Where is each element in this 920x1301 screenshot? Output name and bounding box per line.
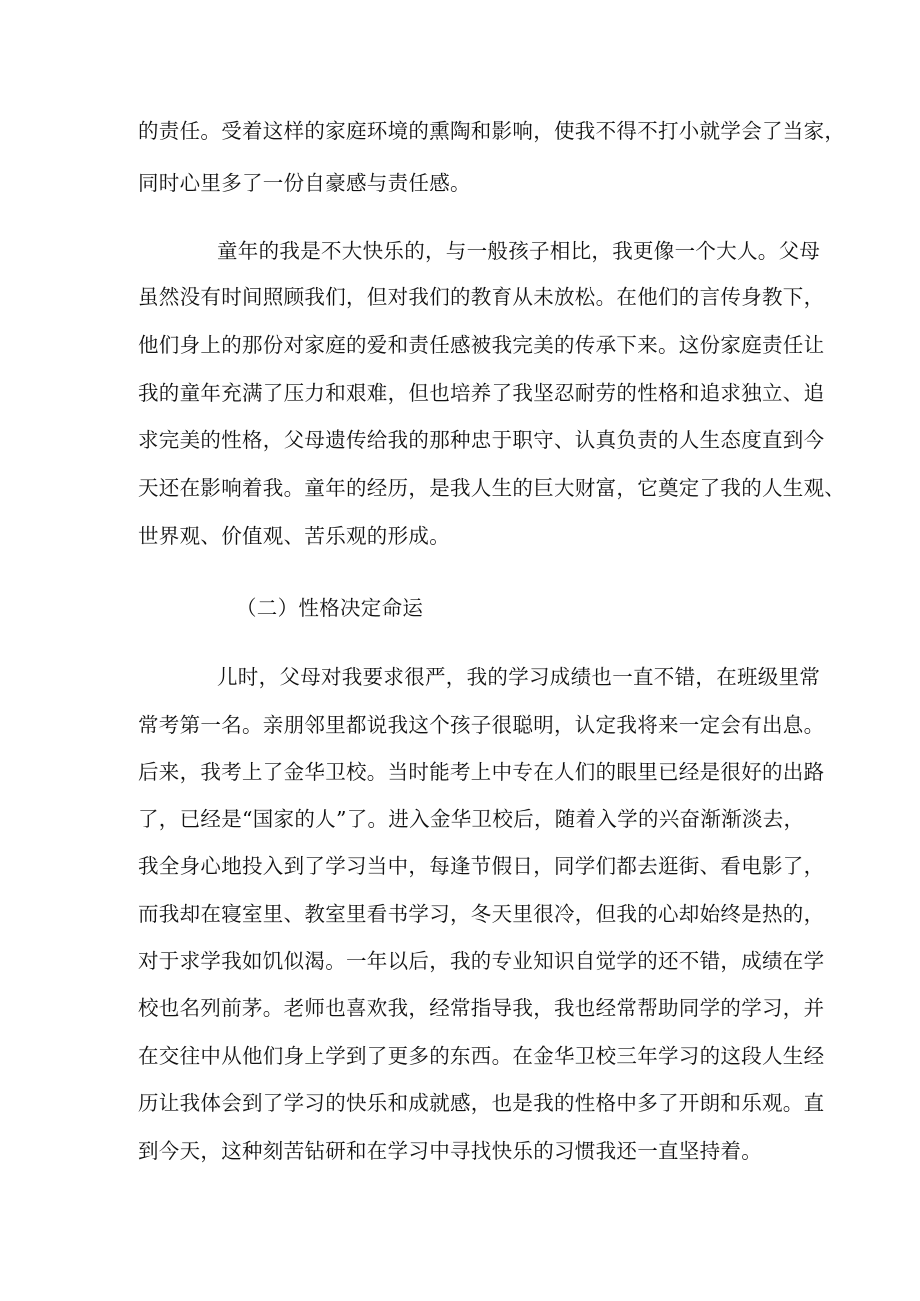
paragraph-2-line-1: 童年的我是不大快乐的，与一般孩子相比，我更像一个大人。父母: [217, 239, 821, 263]
paragraph-3-line-1: 儿时，父母对我要求很严，我的学习成绩也一直不错，在班级里常: [217, 665, 821, 689]
section-heading: （二）性格决定命运: [236, 596, 424, 620]
paragraph-3-line-11: 到今天，这种刻苦钻研和在学习中寻找快乐的习惯我还一直坚持着。: [138, 1139, 762, 1163]
paragraph-3-line-2: 常考第一名。亲朋邻里都说我这个孩子很聪明，认定我将来一定会有出息。: [138, 713, 825, 737]
paragraph-3-line-4: 了，已经是“国家的人”了。进入金华卫校后，随着入学的兴奋渐渐淡去，: [138, 807, 805, 831]
paragraph-3-line-5: 我全身心地投入到了学习当中，每逢节假日，同学们都去逛街、看电影了，: [138, 854, 825, 878]
paragraph-1-line-2: 同时心里多了一份自豪感与责任感。: [138, 171, 471, 195]
paragraph-3-line-7: 对于求学我如饥似渴。一年以后，我的专业知识自觉学的还不错，成绩在学: [138, 949, 825, 973]
paragraph-2-line-4: 我的童年充满了压力和艰难，但也培养了我坚忍耐劳的性格和追求独立、追: [138, 381, 825, 405]
paragraph-2-line-2: 虽然没有时间照顾我们，但对我们的教育从未放松。在他们的言传身教下，: [138, 285, 825, 309]
paragraph-2-line-7: 世界观、价值观、苦乐观的形成。: [138, 524, 450, 548]
paragraph-2-line-3: 他们身上的那份对家庭的爱和责任感被我完美的传承下来。这份家庭责任让: [138, 333, 825, 357]
paragraph-2-line-6: 天还在影响着我。童年的经历，是我人生的巨大财富，它奠定了我的人生观、: [138, 476, 846, 500]
paragraph-1-line-1: 的责任。受着这样的家庭环境的熏陶和影响，使我不得不打小就学会了当家，: [138, 119, 846, 143]
paragraph-3-line-8: 校也名列前茅。老师也喜欢我，经常指导我，我也经常帮助同学的学习，并: [138, 996, 825, 1020]
paragraph-3-line-9: 在交往中从他们身上学到了更多的东西。在金华卫校三年学习的这段人生经: [138, 1044, 825, 1068]
paragraph-3-line-6: 而我却在寝室里、教室里看书学习，冬天里很冷，但我的心却始终是热的，: [138, 902, 825, 926]
paragraph-3-line-3: 后来，我考上了金华卫校。当时能考上中专在人们的眼里已经是很好的出路: [138, 760, 825, 784]
paragraph-3-line-10: 历让我体会到了学习的快乐和成就感，也是我的性格中多了开朗和乐观。直: [138, 1091, 825, 1115]
paragraph-2-line-5: 求完美的性格，父母遗传给我的那种忠于职守、认真负责的人生态度直到今: [138, 428, 825, 452]
